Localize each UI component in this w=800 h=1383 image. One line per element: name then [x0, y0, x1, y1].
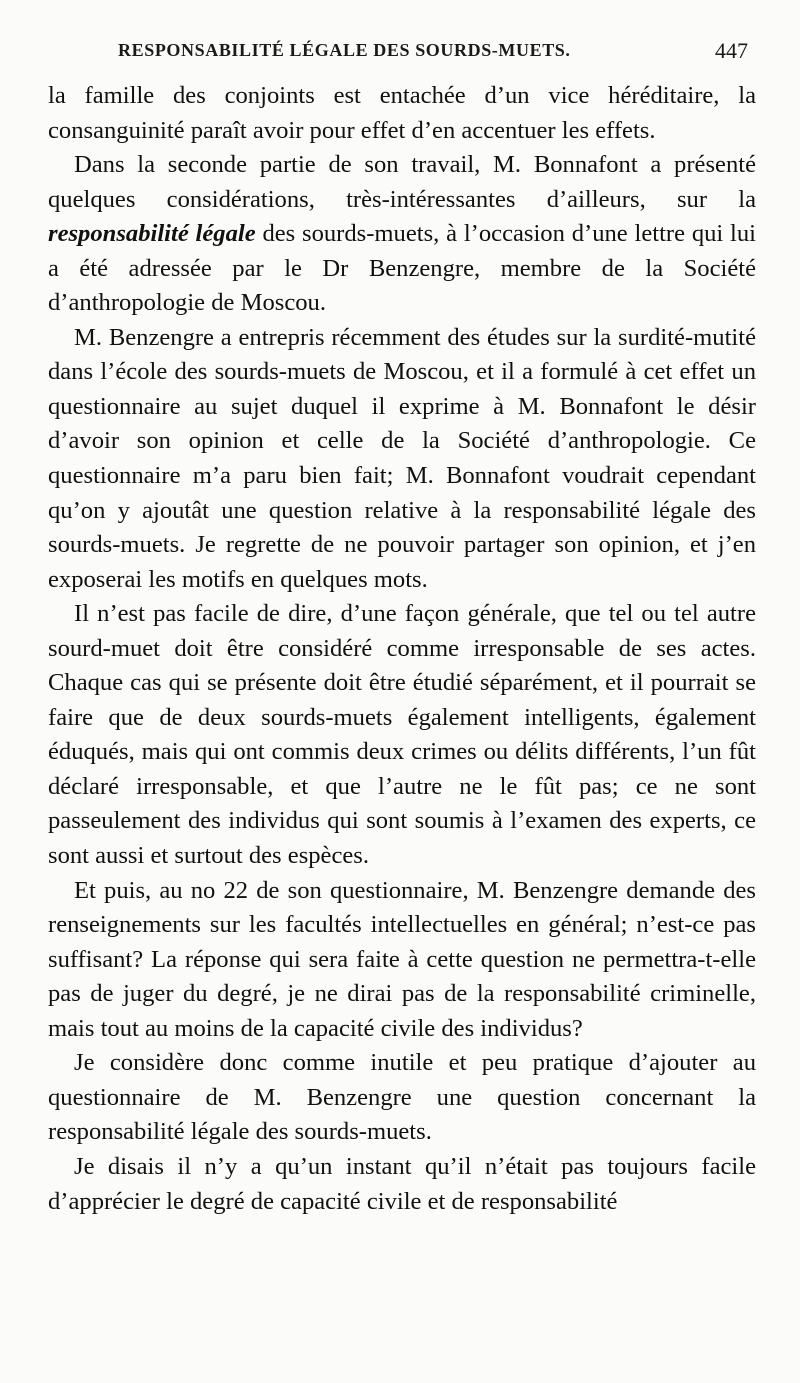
paragraph-benzengre-studies: M. Benzengre a entrepris récemment des études sur la surdité-mutité dans l’école des sourds-muets de Moscou, et il a formulé à cet effet un questionnaire au sujet duquel il exprime à M. Bonnafont le désir d’avoir son opinion et celle de la Société d’anthropologie. Ce questionnaire m’a paru bien fait; M. Bonnafont voudrait cependant qu’on y ajoutât une question relative à la responsabilité légale des sourds-muets. Je regrette de ne pouvoir partager son opinion, et j’en exposerai les motifs en quelques mots. — [48, 323, 756, 593]
italic-emphasis: responsabilité légale — [48, 220, 256, 248]
paragraph-text-before: Dans la seconde partie de son travail, M. Bonnafont a présenté quelques considérations, très-intéressantes d’ailleurs, sur la — [48, 151, 756, 213]
paragraph-questionnaire-22: Et puis, au no 22 de son questionnaire, M. Benzengre demande des renseignements sur les facultés intellectuelles en général; n’est-ce pas suffisant? La réponse qui sera faite à cette question ne permettra-t-elle pas de juger du degré, je ne dirai pas de la responsabilité criminelle, mais tout au moins de la capacité civile des individus? — [48, 876, 756, 1042]
paragraph-responsibility: Il n’est pas facile de dire, d’une façon générale, que tel ou tel autre sourd-muet doit être considéré comme irresponsable de ses actes. Chaque cas qui se présente doit être étudié séparément, et il pourrait se faire que de deux sourds-muets également intelligents, également éduqués, mais qui ont commis deux crimes ou délits différents, l’un fût déclaré irresponsable, et que l’autre ne le fût pas; ce ne sont passeulement des individus qui sont soumis à l’examen des experts, ce sont aussi et surtout des espèces. — [48, 600, 756, 870]
paragraph-conclusion: Je considère donc comme inutile et peu pratique d’ajouter au questionnaire de M. Benzengre une question concernant la responsabilité légale des sourds-muets. — [48, 1049, 756, 1146]
paragraph-final: Je disais il n’y a qu’un instant qu’il n’était pas toujours facile d’apprécier le degré de capacité civile et de responsabilité — [48, 1152, 756, 1215]
running-header — [118, 40, 748, 70]
paragraph-text-after: des sourds-muets, à l’occasion d’une lettre qui lui a été adressée par le Dr Benzengre, membre de la Société d’anthropologie de Moscou. — [48, 220, 757, 317]
running-title: RESPONSABILITÉ LÉGALE DES SOURDS-MUETS. — [118, 40, 571, 60]
page-number: 447 — [715, 38, 748, 63]
paragraph-bonnafont-considerations — [48, 148, 756, 321]
paragraph-continuation: la famille des conjoints est entachée d’un vice héréditaire, la consanguinité paraît avoir pour effet d’en accentuer les effets. — [48, 82, 756, 144]
body-text — [48, 79, 756, 1219]
